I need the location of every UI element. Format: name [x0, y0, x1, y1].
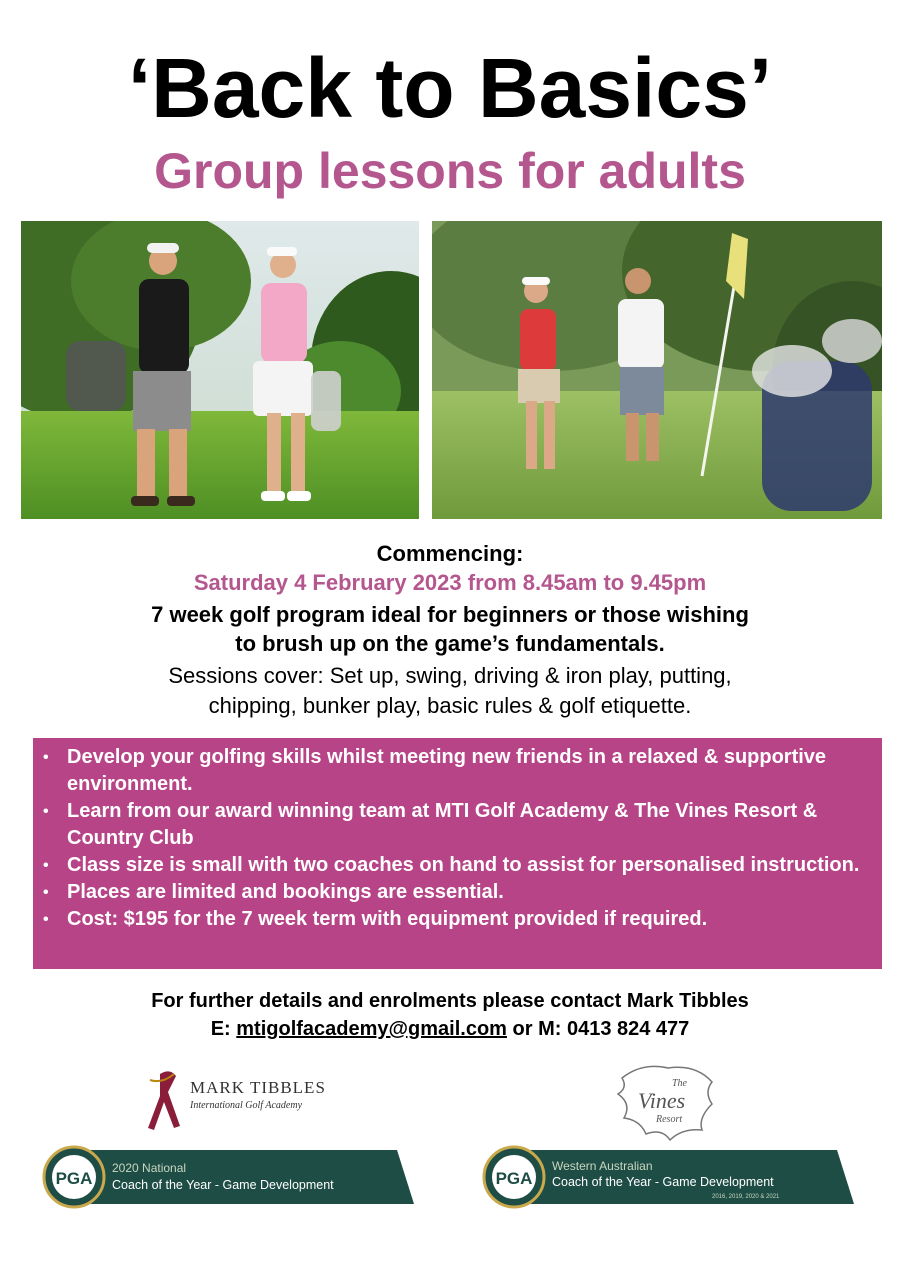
highlights-box — [33, 738, 882, 969]
vines-name-text: Vines — [638, 1088, 686, 1113]
email-link[interactable]: mtigolfacademy@gmail.com — [236, 1018, 507, 1040]
bullet-icon: • — [43, 803, 49, 820]
program-description — [0, 600, 900, 658]
list-item — [41, 798, 874, 852]
the-vines-resort-logo — [612, 1058, 720, 1146]
list-item-text: Places are limited and bookings are essential. — [67, 881, 504, 903]
mark-tibbles-logo — [140, 1066, 340, 1136]
program-line: to brush up on the game’s fundamentals. — [235, 631, 665, 656]
badge-line2: Coach of the Year - Game Development — [112, 1178, 334, 1192]
page-subtitle: Group lessons for adults — [154, 143, 746, 199]
list-item — [41, 744, 874, 798]
pga-logo-text: PGA — [495, 1169, 533, 1188]
program-line: 7 week golf program ideal for beginners or those wishing — [151, 602, 749, 627]
vines-the-text: The — [672, 1078, 687, 1089]
mark-tibbles-name: MARK TIBBLES — [190, 1078, 326, 1097]
list-item-text: Cost: $195 for the 7 week term with equipment provided if required. — [67, 908, 708, 930]
page-title: ‘Back to Basics’ — [127, 41, 773, 135]
list-item — [41, 852, 874, 879]
commencing-label: Commencing: — [376, 541, 524, 566]
list-item — [41, 879, 874, 906]
event-date: Saturday 4 February 2023 from 8.45am to 9.45pm — [193, 570, 707, 595]
bullet-icon: • — [43, 857, 49, 874]
bullet-icon: • — [43, 884, 49, 901]
contact-line: For further details and enrolments please contact Mark Tibbles — [151, 990, 749, 1012]
bullet-icon: • — [43, 749, 49, 766]
bullet-icon: • — [43, 911, 49, 928]
email-prefix: E: — [210, 1018, 237, 1040]
vine-leaf-icon — [612, 1058, 720, 1146]
list-item-text: Learn from our award winning team at MTI Golf Academy & The Vines Resort & Country Club — [67, 800, 818, 849]
pga-coach-badge — [42, 1142, 422, 1212]
contact-details — [0, 1015, 900, 1043]
golfer-silhouette-icon — [140, 1066, 190, 1136]
badge-line2: Coach of the Year - Game Development — [552, 1175, 774, 1189]
badge-years: 2016, 2019, 2020 & 2021 — [712, 1194, 780, 1200]
list-item — [41, 906, 874, 933]
pga-coach-badge — [482, 1142, 862, 1212]
couple-walking-golf-photo — [21, 221, 419, 519]
list-item-text: Develop your golfing skills whilst meeting new friends in a relaxed & supportive environment. — [67, 746, 827, 795]
mark-tibbles-subtitle: International Golf Academy — [190, 1100, 303, 1111]
highlights-list — [41, 744, 874, 933]
badge-line1: 2020 National — [112, 1161, 187, 1175]
sessions-line: Sessions cover: Set up, swing, driving & iron play, putting, — [168, 663, 732, 688]
golf-lesson-photo — [432, 221, 882, 519]
list-item-text: Class size is small with two coaches on hand to assist for personalised instruction. — [67, 854, 860, 876]
sessions-description — [0, 661, 900, 721]
phone-text: or M: 0413 824 477 — [506, 1018, 690, 1040]
badge-line1: Western Australian — [552, 1159, 653, 1173]
pga-logo-text: PGA — [55, 1169, 93, 1188]
sessions-line: chipping, bunker play, basic rules & golf etiquette. — [208, 693, 692, 718]
vines-resort-text: Resort — [656, 1114, 683, 1125]
